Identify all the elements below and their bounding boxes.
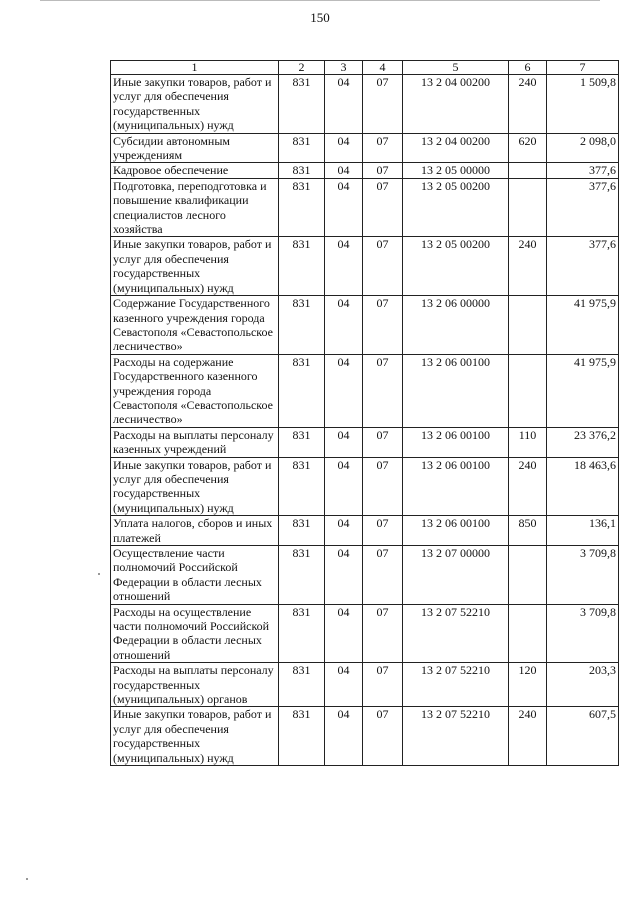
line-item-name: Кадровое обеспечение — [111, 163, 279, 178]
table-row — [111, 457, 619, 516]
department-code: 831 — [279, 604, 325, 663]
target-item-code: 13 2 07 52210 — [403, 604, 509, 663]
column-header: 5 — [403, 61, 509, 75]
table-row — [111, 707, 619, 766]
target-item-code: 13 2 05 00200 — [403, 178, 509, 237]
expense-type-code: 110 — [509, 427, 547, 457]
budget-sheet — [110, 60, 618, 766]
amount: 1 509,8 — [547, 75, 619, 134]
section-code: 04 — [325, 516, 363, 546]
amount: 41 975,9 — [547, 296, 619, 355]
expense-type-code — [509, 546, 547, 605]
target-item-code: 13 2 05 00200 — [403, 237, 509, 296]
section-code: 04 — [325, 354, 363, 427]
line-item-name: Расходы на выплаты персоналу казенных учреждений — [111, 427, 279, 457]
expense-type-code — [509, 354, 547, 427]
department-code: 831 — [279, 163, 325, 178]
subsection-code: 07 — [363, 707, 403, 766]
table-row — [111, 516, 619, 546]
amount: 41 975,9 — [547, 354, 619, 427]
amount: 136,1 — [547, 516, 619, 546]
line-item-name: Иные закупки товаров, работ и услуг для обеспечения государственных (муниципальных) нужд — [111, 707, 279, 766]
section-code: 04 — [325, 707, 363, 766]
section-code: 04 — [325, 296, 363, 355]
department-code: 831 — [279, 516, 325, 546]
scan-speck — [26, 878, 28, 880]
department-code: 831 — [279, 354, 325, 427]
department-code: 831 — [279, 133, 325, 163]
subsection-code: 07 — [363, 237, 403, 296]
table-row — [111, 354, 619, 427]
table-row — [111, 133, 619, 163]
line-item-name: Субсидии автономным учреждениям — [111, 133, 279, 163]
department-code: 831 — [279, 427, 325, 457]
line-item-name: Уплата налогов, сборов и иных платежей — [111, 516, 279, 546]
amount: 377,6 — [547, 178, 619, 237]
target-item-code: 13 2 06 00000 — [403, 296, 509, 355]
subsection-code: 07 — [363, 354, 403, 427]
section-code: 04 — [325, 133, 363, 163]
subsection-code: 07 — [363, 546, 403, 605]
table-body — [111, 75, 619, 766]
table-row — [111, 75, 619, 134]
subsection-code: 07 — [363, 427, 403, 457]
section-code: 04 — [325, 457, 363, 516]
column-header: 2 — [279, 61, 325, 75]
section-code: 04 — [325, 427, 363, 457]
expense-type-code: 620 — [509, 133, 547, 163]
column-header: 4 — [363, 61, 403, 75]
table-row — [111, 296, 619, 355]
amount: 3 709,8 — [547, 604, 619, 663]
target-item-code: 13 2 07 00000 — [403, 546, 509, 605]
line-item-name: Расходы на осуществление части полномочий Российской Федерации в области лесных отношений — [111, 604, 279, 663]
expense-type-code: 240 — [509, 707, 547, 766]
section-code: 04 — [325, 163, 363, 178]
expense-type-code — [509, 296, 547, 355]
subsection-code: 07 — [363, 516, 403, 546]
table-row — [111, 163, 619, 178]
table-row — [111, 663, 619, 707]
target-item-code: 13 2 06 00100 — [403, 516, 509, 546]
department-code: 831 — [279, 546, 325, 605]
line-item-name: Подготовка, переподготовка и повышение квалификации специалистов лесного хозяйства — [111, 178, 279, 237]
amount: 203,3 — [547, 663, 619, 707]
section-code: 04 — [325, 546, 363, 605]
line-item-name: Расходы на содержание Государственного казенного учреждения города Севастополя «Севастопольское лесничество» — [111, 354, 279, 427]
target-item-code: 13 2 04 00200 — [403, 133, 509, 163]
department-code: 831 — [279, 457, 325, 516]
table-row — [111, 178, 619, 237]
subsection-code: 07 — [363, 75, 403, 134]
amount: 377,6 — [547, 237, 619, 296]
department-code: 831 — [279, 237, 325, 296]
page-number: 150 — [310, 10, 330, 25]
subsection-code: 07 — [363, 133, 403, 163]
department-code: 831 — [279, 178, 325, 237]
subsection-code: 07 — [363, 663, 403, 707]
column-header: 7 — [547, 61, 619, 75]
amount: 3 709,8 — [547, 546, 619, 605]
subsection-code: 07 — [363, 296, 403, 355]
table-row — [111, 427, 619, 457]
amount: 23 376,2 — [547, 427, 619, 457]
column-header: 1 — [111, 61, 279, 75]
amount: 377,6 — [547, 163, 619, 178]
budget-table — [110, 60, 619, 766]
section-code: 04 — [325, 237, 363, 296]
department-code: 831 — [279, 707, 325, 766]
target-item-code: 13 2 05 00000 — [403, 163, 509, 178]
expense-type-code — [509, 163, 547, 178]
table-row — [111, 604, 619, 663]
scan-speck — [98, 573, 100, 575]
expense-type-code: 120 — [509, 663, 547, 707]
subsection-code: 07 — [363, 457, 403, 516]
expense-type-code: 240 — [509, 237, 547, 296]
line-item-name: Иные закупки товаров, работ и услуг для обеспечения государственных (муниципальных) нужд — [111, 237, 279, 296]
section-code: 04 — [325, 604, 363, 663]
column-header: 3 — [325, 61, 363, 75]
target-item-code: 13 2 06 00100 — [403, 427, 509, 457]
amount: 18 463,6 — [547, 457, 619, 516]
section-code: 04 — [325, 663, 363, 707]
line-item-name: Осуществление части полномочий Российской Федерации в области лесных отношений — [111, 546, 279, 605]
subsection-code: 07 — [363, 604, 403, 663]
expense-type-code: 240 — [509, 75, 547, 134]
department-code: 831 — [279, 663, 325, 707]
line-item-name: Расходы на выплаты персоналу государственных (муниципальных) органов — [111, 663, 279, 707]
column-header: 6 — [509, 61, 547, 75]
amount: 607,5 — [547, 707, 619, 766]
subsection-code: 07 — [363, 163, 403, 178]
target-item-code: 13 2 06 00100 — [403, 354, 509, 427]
amount: 2 098,0 — [547, 133, 619, 163]
expense-type-code: 850 — [509, 516, 547, 546]
expense-type-code: 240 — [509, 457, 547, 516]
column-number-header-row — [111, 61, 619, 75]
expense-type-code — [509, 604, 547, 663]
target-item-code: 13 2 06 00100 — [403, 457, 509, 516]
expense-type-code — [509, 178, 547, 237]
table-row — [111, 237, 619, 296]
department-code: 831 — [279, 75, 325, 134]
section-code: 04 — [325, 75, 363, 134]
scan-top-edge — [40, 0, 600, 1]
section-code: 04 — [325, 178, 363, 237]
department-code: 831 — [279, 296, 325, 355]
subsection-code: 07 — [363, 178, 403, 237]
line-item-name: Иные закупки товаров, работ и услуг для обеспечения государственных (муниципальных) нужд — [111, 75, 279, 134]
target-item-code: 13 2 07 52210 — [403, 663, 509, 707]
table-row — [111, 546, 619, 605]
target-item-code: 13 2 07 52210 — [403, 707, 509, 766]
target-item-code: 13 2 04 00200 — [403, 75, 509, 134]
line-item-name: Иные закупки товаров, работ и услуг для обеспечения государственных (муниципальных) нужд — [111, 457, 279, 516]
line-item-name: Содержание Государственного казенного учреждения города Севастополя «Севастопольское лесничество» — [111, 296, 279, 355]
